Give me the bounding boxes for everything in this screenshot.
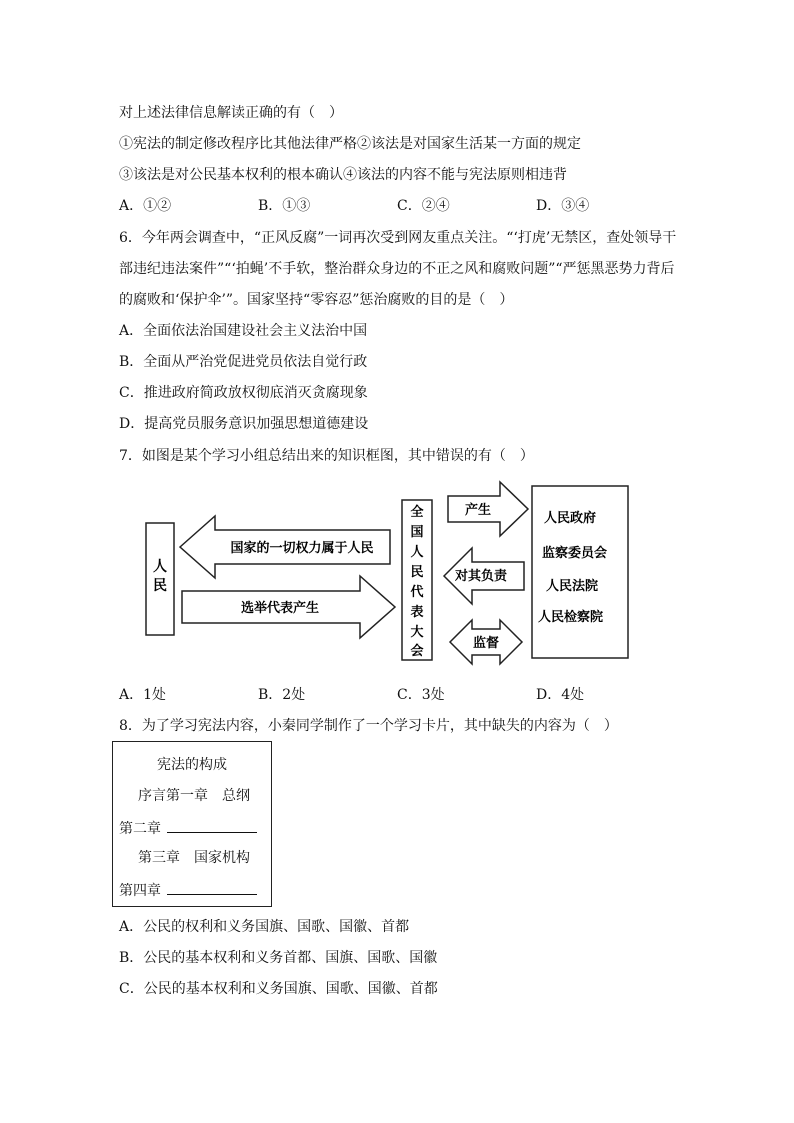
q5-items-line1: ①宪法的制定修改程序比其他法律严格②该法是对国家生活某一方面的规定	[119, 136, 581, 152]
arrow-power-label: 国家的一切权力属于人民	[230, 541, 374, 556]
card-title: 宪法的构成	[157, 757, 227, 773]
q5-option-d: D．③④	[536, 198, 590, 214]
npc-char: 大	[410, 625, 424, 640]
q7-option-c: C．3处	[397, 687, 445, 703]
q8-option-a: A．公民的权利和义务国旗、国歌、国徽、首都	[119, 919, 410, 935]
npc-char: 国	[410, 525, 424, 540]
study-card	[112, 741, 272, 907]
card-row-preamble: 序言第一章 总纲	[138, 788, 250, 804]
q7-stem: 7．如图是某个学习小组总结出来的知识框图，其中错误的有（ ）	[119, 448, 534, 464]
people-label-2: 民	[153, 578, 167, 594]
organ-supervision-commission: 监察委员会	[542, 546, 608, 561]
organ-procuratorate: 人民检察院	[538, 610, 604, 625]
organ-government: 人民政府	[544, 511, 597, 526]
q8-option-c: C．公民的基本权利和义务国旗、国歌、国徽、首都	[119, 981, 438, 997]
q6-stem-line3: 的腐败和‘保护伞’”。国家坚持“零容忍”惩治腐败的目的是（ ）	[119, 292, 514, 308]
q5-option-a: A．①②	[119, 198, 172, 214]
q7-option-a: A．1处	[119, 687, 167, 703]
arrow-supervise-label: 监督	[472, 636, 500, 651]
q5-items-line2: ③该法是对公民基本权利的根本确认④该法的内容不能与宪法原则相违背	[119, 167, 567, 183]
knowledge-diagram	[140, 476, 630, 666]
q6-option-d: D．提高党员服务意识加强思想道德建设	[119, 416, 369, 432]
card-row-chapter3: 第三章 国家机构	[138, 850, 250, 866]
q5-stem: 对上述法律信息解读正确的有（ ）	[119, 105, 343, 121]
q5-option-b: B．①③	[258, 198, 311, 214]
arrow-elect-label: 选举代表产生	[240, 601, 320, 616]
people-label-1: 人	[153, 559, 167, 575]
q5-option-c: C．②④	[397, 198, 450, 214]
arrow-produce-label: 产生	[464, 503, 492, 518]
card-chapter2-blank	[167, 818, 257, 833]
npc-char: 人	[410, 545, 424, 560]
card-chapter4-label: 第四章	[119, 883, 161, 899]
npc-char: 表	[410, 605, 424, 620]
q6-option-b: B．全面从严治党促进党员依法自觉行政	[119, 354, 368, 370]
npc-char: 代	[410, 585, 424, 600]
arrow-responsible-label: 对其负责	[454, 569, 508, 584]
q6-stem-line2: 部违纪违法案件”“‘拍蝇’不手软，整治群众身边的不正之风和腐败问题”“严惩黑恶势力背后	[119, 261, 675, 277]
q8-option-b: B．公民的基本权利和义务首都、国旗、国歌、国徽	[119, 950, 438, 966]
card-row-chapter2	[119, 818, 257, 838]
q6-option-a: A．全面依法治国建设社会主义法治中国	[119, 323, 368, 339]
npc-char: 会	[410, 644, 424, 659]
q6-stem-line1: 6．今年两会调查中，“正风反腐”一词再次受到网友重点关注。“‘打虎’无禁区，查处领导干	[119, 230, 677, 246]
q7-option-d: D．4处	[536, 687, 585, 703]
organ-court: 人民法院	[546, 579, 599, 594]
card-chapter2-label: 第二章	[119, 821, 161, 837]
q7-option-b: B．2处	[258, 687, 306, 703]
card-chapter4-blank	[167, 880, 257, 895]
card-row-chapter4	[119, 880, 257, 900]
npc-char: 民	[410, 565, 424, 580]
q6-option-c: C．推进政府简政放权彻底消灭贪腐现象	[119, 385, 368, 401]
npc-char: 全	[410, 505, 424, 520]
q8-stem: 8．为了学习宪法内容，小秦同学制作了一个学习卡片，其中缺失的内容为（ ）	[119, 718, 618, 734]
